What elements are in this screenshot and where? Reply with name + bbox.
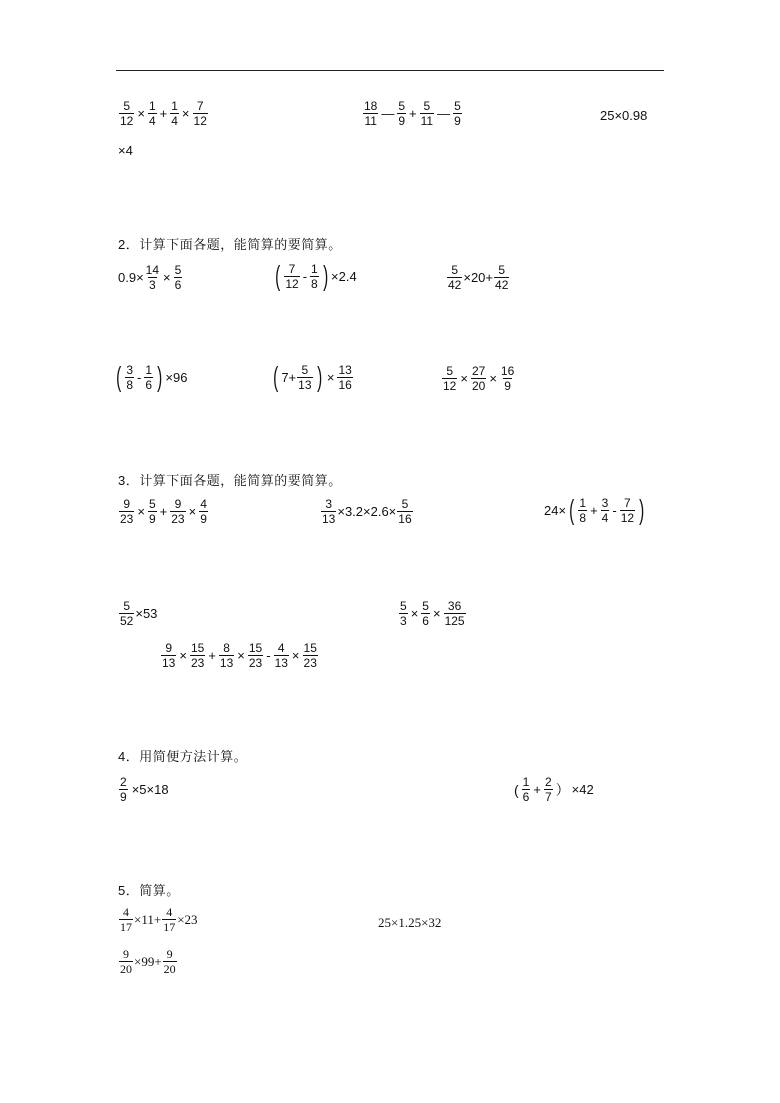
problem-1-3: 25×0.98: [600, 108, 648, 123]
fraction: $\frac{9}{20}$: [163, 947, 176, 976]
problem-3-2: $\frac{3}{13}$ ×3.2×2.6× $\frac{5}{16}$: [322, 497, 412, 526]
fraction: $\frac{4}{13}$: [274, 641, 288, 670]
fraction: $\frac{5}{16}$: [398, 497, 412, 526]
problem-2-1: 0.9× $\frac{14}{3}$ × $\frac{5}{6}$: [118, 263, 182, 292]
problem-5-3: $\frac{9}{20}$ ×99+ $\frac{9}{20}$: [120, 947, 176, 976]
problem-2-2: ( $\frac{7}{12}$ - $\frac{1}{8}$ ) ×2.4: [275, 260, 357, 291]
section-2-heading: 2．计算下面各题，能简算的要简算。: [118, 237, 342, 252]
fraction: $\frac{3}{4}$: [601, 495, 609, 525]
fraction: $\frac{4}{17}$: [163, 905, 176, 934]
fraction: $\frac{9}{13}$: [162, 641, 176, 670]
problem-5-2: 25×1.25×32: [378, 915, 442, 930]
fraction: $\frac{5}{3}$: [400, 599, 407, 628]
fraction: $\frac{5}{12}$: [120, 99, 134, 128]
fraction: $\frac{36}{125}$: [444, 599, 465, 628]
fraction: $\frac{5}{52}$: [120, 599, 134, 628]
fraction: $\frac{3}{13}$: [322, 497, 336, 526]
problem-5-1: $\frac{4}{17}$ ×11+ $\frac{4}{17}$ ×23: [120, 905, 198, 934]
problem-2-3: $\frac{5}{42}$ ×20+ $\frac{5}{42}$: [448, 263, 509, 292]
fraction: $\frac{8}{13}$: [219, 641, 234, 670]
fraction: $\frac{1}{8}$: [311, 261, 318, 291]
fraction: $\frac{9}{23}$: [171, 497, 185, 526]
section-3-heading: 3．计算下面各题，能简算的要简算。: [118, 473, 342, 488]
fraction: $\frac{2}{9}$: [120, 775, 127, 804]
fraction: $\frac{4}{17}$: [120, 905, 132, 934]
fraction: $\frac{18}{11}$: [364, 99, 378, 128]
fraction: $\frac{5}{9}$: [398, 99, 406, 128]
fraction: $\frac{5}{11}$: [420, 99, 434, 128]
fraction: $\frac{4}{9}$: [200, 497, 207, 526]
fraction: $\frac{3}{8}$: [126, 362, 134, 392]
fraction: $\frac{15}{23}$: [248, 641, 263, 670]
fraction: $\frac{7}{12}$: [620, 495, 635, 525]
problem-1-1: $\frac{5}{12}$ × $\frac{1}{4}$ + $\frac{1}{4}$ × $\frac{7}{12}$: [120, 99, 207, 128]
problem-3-6: $\frac{9}{13}$ × $\frac{15}{23}$ + $\frac{8}{13}$ × $\frac{15}{23}$ - $\frac{4}{13}$ × $\frac{15}{23}$: [162, 641, 317, 670]
header-rule: [116, 70, 664, 71]
fraction: $\frac{1}{6}$: [145, 362, 153, 392]
section-4-heading: 4．用简便方法计算。: [118, 749, 248, 764]
problem-2-6: $\frac{5}{12}$ × $\frac{27}{20}$ × $\frac{16}{9}$: [443, 364, 515, 393]
fraction: $\frac{16}{9}$: [500, 364, 515, 393]
problem-3-5: $\frac{5}{3}$ × $\frac{5}{6}$ × $\frac{36}{125}$: [400, 599, 465, 628]
fraction: $\frac{1}{4}$: [171, 99, 178, 128]
fraction: $\frac{5}{42}$: [448, 263, 462, 292]
fraction: $\frac{5}{6}$: [422, 599, 429, 628]
problem-3-1: $\frac{9}{23}$ × $\frac{5}{9}$ + $\frac{9}{23}$ × $\frac{4}{9}$: [120, 497, 207, 526]
fraction: $\frac{5}{13}$: [298, 362, 312, 392]
fraction: $\frac{5}{9}$: [454, 99, 461, 128]
fraction: $\frac{1}{4}$: [148, 99, 156, 128]
problem-4-1: $\frac{2}{9}$ ×5×18: [120, 775, 169, 804]
problem-2-4: ( $\frac{3}{8}$ - $\frac{1}{6}$ ) ×96: [116, 361, 188, 392]
problem-3-3: 24× ( $\frac{1}{8}$ + $\frac{3}{4}$ - $\frac{7}{12}$ ): [544, 494, 645, 525]
fraction: $\frac{9}{20}$: [120, 947, 132, 976]
problem-3-4: $\frac{5}{52}$ ×53: [120, 599, 158, 628]
fraction: $\frac{5}{12}$: [443, 364, 457, 393]
fraction: $\frac{5}{42}$: [495, 263, 509, 292]
fraction: $\frac{15}{23}$: [303, 641, 317, 670]
fraction: $\frac{1}{6}$: [522, 775, 530, 804]
fraction: $\frac{9}{23}$: [120, 497, 134, 526]
fraction: $\frac{13}{16}$: [338, 362, 352, 392]
fraction: $\frac{15}{23}$: [190, 641, 205, 670]
fraction: $\frac{5}{9}$: [148, 497, 156, 526]
problem-1-2: $\frac{18}{11}$ — $\frac{5}{9}$ + $\frac{5}{11}$ — $\frac{5}{9}$: [364, 99, 461, 128]
fraction: $\frac{7}{12}$: [285, 261, 299, 291]
section-5-heading: 5．简算。: [118, 883, 180, 898]
fraction: $\frac{27}{20}$: [471, 364, 486, 393]
problem-4-2: ( $\frac{1}{6}$ + $\frac{2}{7}$ ） ×42: [514, 775, 594, 804]
fraction: $\frac{5}{6}$: [174, 263, 182, 292]
fraction: $\frac{1}{8}$: [579, 495, 587, 525]
fraction: $\frac{2}{7}$: [544, 775, 552, 804]
problem-1-1-continuation: ×4: [118, 143, 133, 158]
fraction: $\frac{14}{3}$: [145, 263, 160, 292]
problem-2-5: ( 7+ $\frac{5}{13}$ ) × $\frac{13}{16}$: [273, 361, 352, 392]
fraction: $\frac{7}{12}$: [193, 99, 207, 128]
